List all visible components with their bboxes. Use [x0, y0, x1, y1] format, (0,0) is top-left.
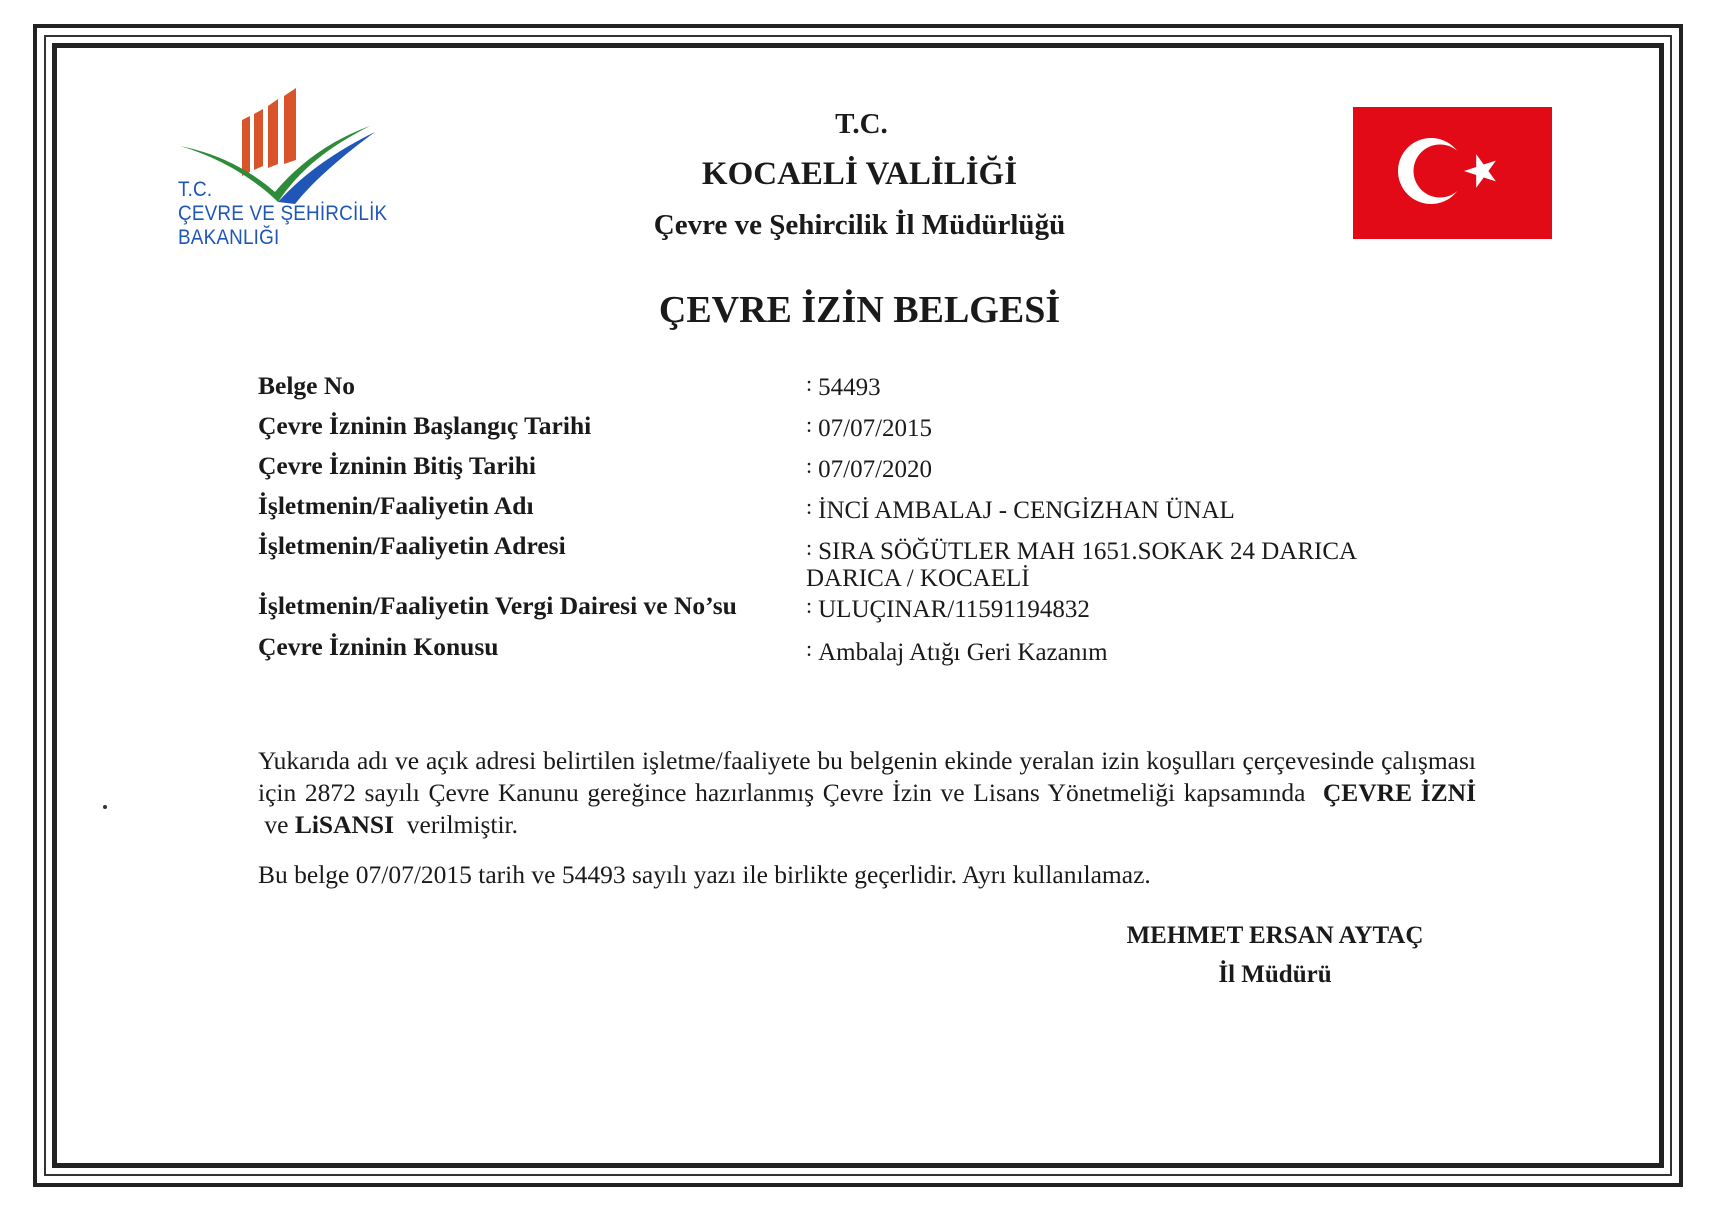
field-label-permit-subject: Çevre İzninin Konusu	[258, 632, 499, 661]
field-label-start-date: Çevre İzninin Başlangıç Tarihi	[258, 411, 592, 440]
field-label-document-no: Belge No	[258, 371, 356, 400]
logo-line-2: ÇEVRE VE ŞEHİRCİLİK	[178, 202, 388, 225]
field-label-tax-office: İşletmenin/Faaliyetin Vergi Dairesi ve No’su	[258, 591, 737, 620]
field-value-business-address-line2: DARICA / KOCAELİ	[806, 565, 1030, 592]
header-tc: T.C.	[835, 108, 888, 140]
field-value-start-date: : 07/07/2015	[806, 412, 933, 442]
field-label-business-name: İşletmenin/Faaliyetin Adı	[258, 491, 534, 520]
field-value-document-no: : 54493	[806, 371, 881, 401]
logo-line-3: BAKANLIĞI	[178, 226, 280, 249]
field-label-end-date: Çevre İzninin Bitiş Tarihi	[258, 451, 536, 480]
field-value-end-date: : 07/07/2020	[806, 453, 933, 483]
logo-line-1: T.C.	[178, 178, 213, 201]
body-connector: ve	[264, 810, 289, 839]
body-paragraph	[258, 745, 1476, 841]
body-paragraph-end: verilmiştir.	[406, 810, 518, 839]
stray-dot	[103, 805, 107, 809]
field-value-permit-subject: : Ambalaj Atığı Geri Kazanım	[806, 636, 1108, 666]
field-value-business-address: : SIRA SÖĞÜTLER MAH 1651.SOKAK 24 DARICA	[806, 535, 1358, 565]
field-value-tax-office: : ULUÇINAR/11591194832	[806, 593, 1090, 623]
body-bold-permit: ÇEVRE İZNİ	[1322, 778, 1476, 807]
header-governorship: KOCAELİ VALİLİĞİ	[701, 156, 1018, 192]
validity-statement: Bu belge 07/07/2015 tarih ve 54493 sayılı yazı ile birlikte geçerlidir. Ayrı kullanılamaz.	[258, 860, 1151, 889]
header-directorate: Çevre ve Şehircilik İl Müdürlüğü	[653, 209, 1066, 241]
body-bold-license: LiSANSI	[294, 810, 395, 839]
signatory-title: İl Müdürü	[1218, 961, 1332, 988]
signatory-name: MEHMET ERSAN AYTAÇ	[1126, 922, 1424, 949]
field-value-business-name: : İNCİ AMBALAJ - CENGİZHAN ÜNAL	[806, 494, 1235, 524]
body-paragraph-start: Yukarıda adı ve açık adresi belirtilen işletme/faaliyete bu belgenin ekinde yeralan izin koşulları çerçevesinde çalışması için 2872 sayılı Çevre Kanunu gereğince hazırlanmış Çevre İzin ve Lisans Yönetmeliği kapsamında	[258, 746, 1476, 807]
field-label-business-address: İşletmenin/Faaliyetin Adresi	[258, 531, 566, 560]
document-title: ÇEVRE İZİN BELGESİ	[658, 289, 1061, 331]
